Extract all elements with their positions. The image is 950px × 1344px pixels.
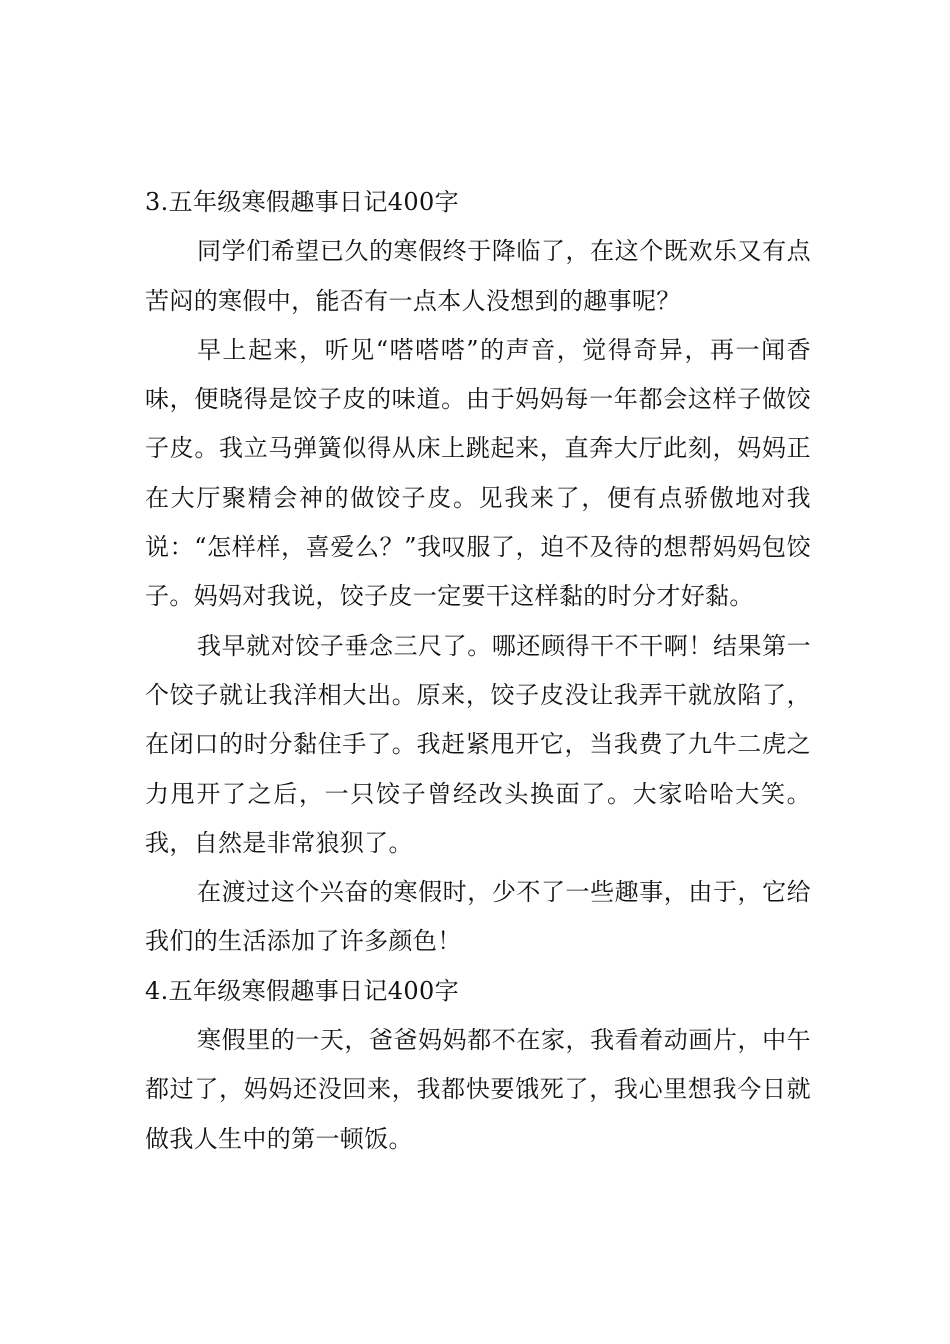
paragraph: 我早就对饺子垂念三尺了。哪还顾得干不干啊！结果第一个饺子就让我洋相大出。原来，饺子皮没让我弄干就放陷了，在闭口的时分黏住手了。我赶紧甩开它，当我费了九牛二虎之力甩开了之后，一只饺子曾经改头换面了。大家哈哈大笑。我，自然是非常狼狈了。 <box>145 631 811 857</box>
document-body <box>145 178 811 1164</box>
paragraph: 同学们希望已久的寒假终于降临了，在这个既欢乐又有点苦闷的寒假中，能否有一点本人没想到的趣事呢？ <box>145 237 811 315</box>
paragraph: 在渡过这个兴奋的寒假时，少不了一些趣事，由于，它给我们的生活添加了许多颜色！ <box>145 878 811 956</box>
paragraph: 寒假里的一天，爸爸妈妈都不在家，我看着动画片，中午都过了，妈妈还没回来，我都快要饿死了，我心里想我今日就做我人生中的第一顿饭。 <box>145 1026 811 1153</box>
paragraph: 早上起来，听见“嗒嗒嗒”的声音，觉得奇异，再一闻香味，便晓得是饺子皮的味道。由于妈妈每一年都会这样子做饺子皮。我立马弹簧似得从床上跳起来，直奔大厅此刻，妈妈正在大厅聚精会神的做饺子皮。见我来了，便有点骄傲地对我说：“怎样样，喜爱么？”我叹服了，迫不及待的想帮妈妈包饺子。妈妈对我说，饺子皮一定要干这样黏的时分才好黏。 <box>145 335 811 611</box>
section-heading: 4.五年级寒假趣事日记400字 <box>145 976 459 1005</box>
section-heading: 3.五年级寒假趣事日记400字 <box>145 188 459 216</box>
